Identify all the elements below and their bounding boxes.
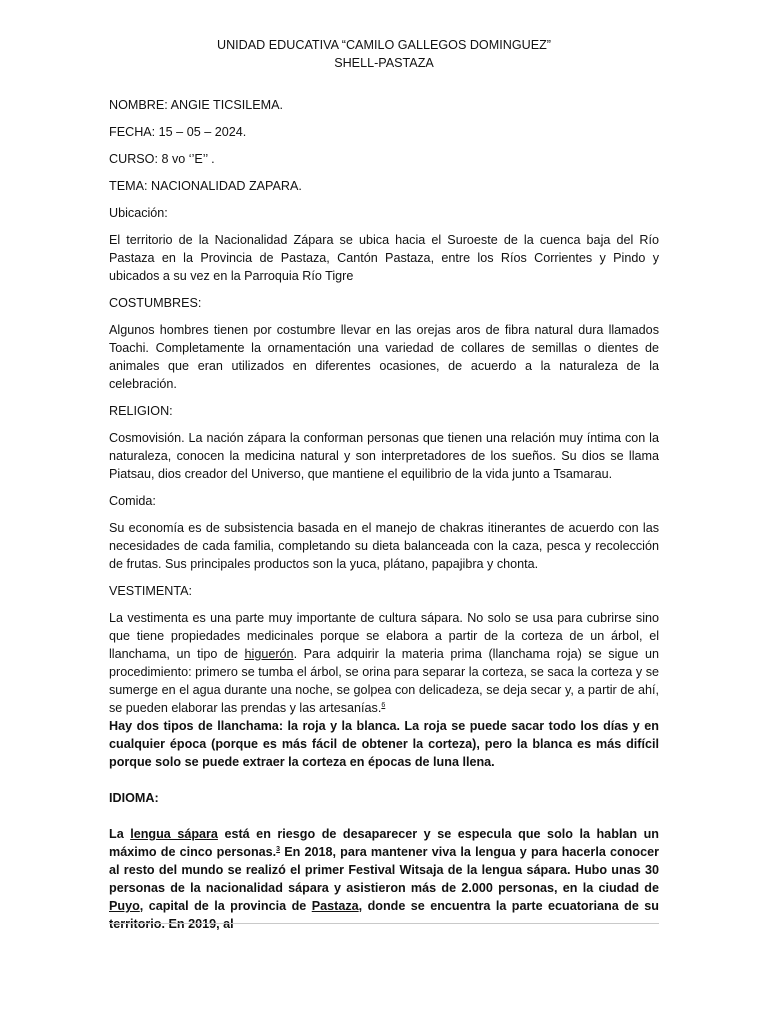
idioma-text-4: , capital de la provincia de [139,899,312,913]
idioma-text-2: está en riesgo de desaparecer y se especula que solo la hablan un máximo de cinco personas. [109,827,659,859]
paragraph-idioma [109,825,659,933]
field-nombre: NOMBRE: ANGIE TICSILEMA. [109,98,284,112]
heading-vestimenta: VESTIMENTA: [109,584,193,598]
footnote-ref-3[interactable]: 3 [276,845,281,853]
heading-religion: RELIGION: [109,404,173,418]
paragraph-llanchama: Hay dos tipos de llanchama: la roja y la blanca. La roja se puede sacar todo los días y en cualquier época (porque es más fácil de obtener la corteza), pero la blanca es más difícil porque solo se puede extraer la corteza en épocas de luna llena. [109,719,659,769]
link-puyo[interactable]: Puyo [109,899,140,913]
field-fecha: FECHA: 15 – 05 – 2024. [109,125,247,139]
vestimenta-text-b: . Para adquirir la materia prima (llanchama roja) se sigue un procedimiento: primero se tumba el árbol, se orina para separar la corteza, se saca la corteza y se sumerge en el agua durante una noche, se golpea con delicadeza, se deja secar y, a partir de ahí, se pueden elaborar las prendas y las artesanías. [109,647,659,715]
heading-comida: Comida: [109,494,156,508]
school-name: UNIDAD EDUCATIVA “CAMILO GALLEGOS DOMINGUEZ” [216,38,551,52]
vestimenta-text-a: La vestimenta es una parte muy importante de cultura sápara. No solo se usa para cubrirse sino que tiene propiedades medicinales porque se elabora a partir de la corteza de un árbol, el llanchama, un tipo de [109,611,659,661]
idioma-text-1: La [109,827,131,841]
heading-ubicacion: Ubicación: [109,206,168,220]
idioma-text-3: En 2018, para mantener viva la lengua y para hacerla conocer al resto del mundo se realizó el primer Festival Witsaja de la lengua sápara. Hubo unas 30 personas de la nacionalidad sápara y asistieron más de 2.000 personas, en la ciudad de [109,845,659,895]
document-header [109,36,659,72]
field-curso: CURSO: 8 vo ‘’E’’ . [109,152,215,166]
heading-idioma: IDIOMA: [109,791,159,805]
paragraph-vestimenta [109,609,659,717]
link-lengua-sapara[interactable]: lengua sápara [130,827,218,841]
page-bottom-divider [109,923,659,924]
idioma-text-5: , donde se encuentra la parte ecuatoriana de su territorio. En 2019, al [109,899,659,931]
paragraph-ubicacion: El territorio de la Nacionalidad Zápara se ubica hacia el Suroeste de la cuenca baja del Río Pastaza en la Provincia de Pastaza, Cantón Pastaza, entre los Ríos Corrientes y Pindo y ubicados a su vez en la Parroquia Río Tigre [109,233,659,283]
field-tema: TEMA: NACIONALIDAD ZAPARA. [109,179,302,193]
link-pastaza[interactable]: Pastaza [311,899,359,913]
paragraph-costumbres: Algunos hombres tienen por costumbre llevar en las orejas aros de fibra natural dura llamados Toachi. Completamente la ornamentación una variedad de collares de semillas o dientes de animales que eran utilizados en diferentes ocasiones, de acuerdo a la naturaleza de la celebración. [109,323,659,391]
school-location: SHELL-PASTAZA [334,56,434,70]
footnote-ref-6[interactable]: 6 [381,701,386,709]
link-higueron[interactable]: higuerón [244,647,294,661]
heading-costumbres: COSTUMBRES: [109,296,202,310]
paragraph-religion: Cosmovisión. La nación zápara la conforman personas que tienen una relación muy íntima con la naturaleza, conocen la medicina natural y son interpretadores de los sueños. Su dios se llama Piatsau, dios creador del Universo, que mantiene el equilibrio de la vida junto a Tsamarau. [109,431,659,481]
paragraph-comida: Su economía es de subsistencia basada en el manejo de chakras itinerantes de acuerdo con las necesidades de cada familia, completando su dieta balanceada con la caza, pesca y recolección de frutas. Sus principales productos son la yuca, plátano, papajibra y chonta. [109,521,659,571]
